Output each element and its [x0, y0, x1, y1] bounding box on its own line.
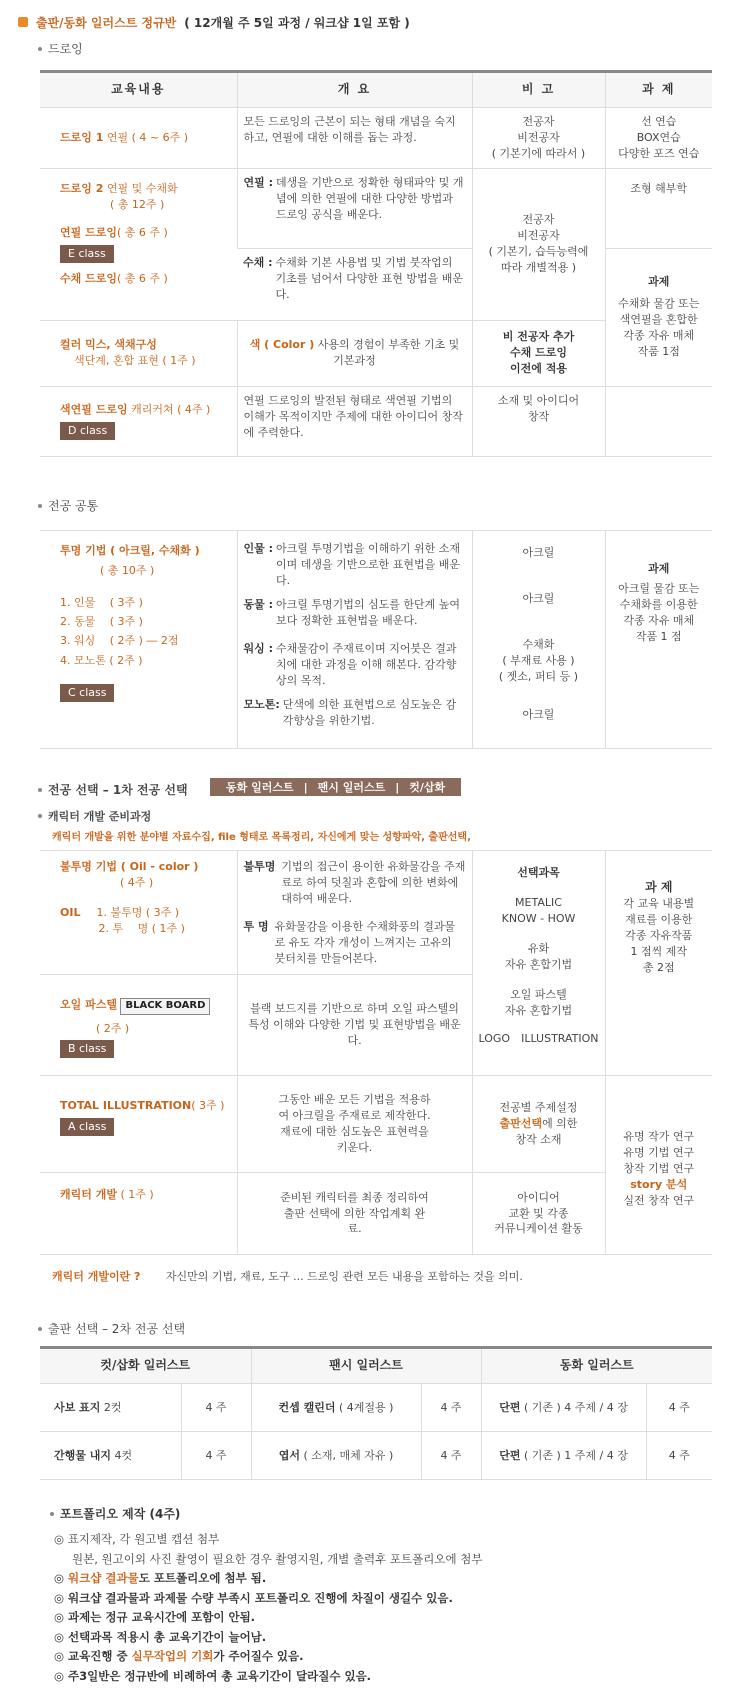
- course-header: [18, 12, 410, 32]
- list-item: ◎ 선택과목 적용시 총 교육기간이 늘어남.: [54, 1629, 267, 1644]
- tab-fancy[interactable]: 팬시 일러스트: [317, 781, 386, 794]
- course-name: 오일 파스텔 BLACK BOARD ( 2주 ) B class: [40, 975, 237, 1076]
- col-header: 교육내용: [40, 72, 237, 108]
- course-name: 컬러 믹스, 색채구성 색단계, 혼합 표현 ( 1주 ): [40, 320, 237, 386]
- section-label: 전공 공통: [48, 499, 99, 513]
- class-badge: C class: [60, 684, 114, 702]
- publication-table: [40, 1346, 712, 1480]
- col-header: 컷/삽화 일러스트: [40, 1348, 251, 1384]
- col-header: 동화 일러스트: [481, 1348, 712, 1384]
- drawing-table: [40, 70, 712, 457]
- bullet-dot-icon: [38, 504, 42, 508]
- table-row: [40, 108, 712, 169]
- portfolio-title: 포트폴리오 제작 (4주): [50, 1505, 180, 1522]
- note: 전공자 비전공자 ( 기본기에 따라서 ): [472, 108, 605, 169]
- overview: 색 ( Color ) 사용의 경험이 부족한 기초 및 기본과정: [237, 320, 472, 386]
- character-note: 캐릭터 개발이란 ? 자신만의 기법, 재료, 도구 ... 드로잉 관련 모든 내용을 포함하는 것을 의미.: [52, 1270, 523, 1283]
- list-item: ◎ 교육진행 중 실무작업의 기회가 주어질수 있음.: [54, 1649, 304, 1663]
- list-item: ◎ 워크샵 결과물도 포트폴리오에 첨부 됨.: [54, 1571, 267, 1585]
- major-table: [40, 850, 712, 1255]
- table-row: 사보 표지 2컷 4 주 컨셉 캘린더 ( 4계절용 ) 4 주 단편 ( 기존 ) 4 주제 / 4 장 4 주: [40, 1384, 712, 1432]
- class-badge: D class: [60, 422, 115, 440]
- col-header: 팬시 일러스트: [251, 1348, 481, 1384]
- class-badge: A class: [60, 1118, 114, 1136]
- section-label: 출판 선택 – 2차 전공 선택: [48, 1322, 186, 1336]
- section-publication: [38, 1320, 185, 1337]
- black-board-tag: BLACK BOARD: [120, 998, 210, 1015]
- note: 비 전공자 추가 수채 드로잉 이전에 적용: [472, 320, 605, 386]
- task: 과제 수채화 물감 또는 색연필을 혼합한 각종 자유 매체 작품 1점: [605, 248, 712, 386]
- overview: 모든 드로잉의 근본이 되는 형태 개념을 숙지하고, 연필에 대한 이해를 돕는 과정.: [237, 108, 472, 169]
- overview: 그동안 배운 모든 기법을 적용하여 아크릴을 주재료로 제작한다. 재료에 대한 심도높은 표현력을 키운다.: [237, 1076, 472, 1173]
- table-row: [40, 1076, 712, 1173]
- note: 아크릴 아크릴 수채화 ( 부재료 사용 ) ( 젯소, 퍼티 등 ) 아크릴: [472, 531, 605, 749]
- overview: 연필 드로잉의 발전된 형태로 색연필 기법의 이해가 목적이지만 주제에 대한 아이디어 창작에 주력한다.: [237, 386, 472, 456]
- col-header: 개 요: [237, 72, 472, 108]
- task: 과 제 각 교육 내용별 재료를 이용한 각종 자유작품 1 점씩 제작 총 2점: [605, 851, 712, 1076]
- class-badge: E class: [60, 245, 114, 263]
- col-header: 비 고: [472, 72, 605, 108]
- overview: 연필 : 데생을 기반으로 정확한 형태파악 및 개념에 의한 연필에 대한 다양한 방법과 드로잉 공식을 배운다.: [237, 168, 472, 248]
- note: 선택과목 METALIC KNOW - HOW 유화 자유 혼합기법 오일 파스텔 자유 혼합기법 LOGO ILLUSTRATION: [472, 851, 605, 1076]
- course-name: 드로잉 1 연필 ( 4 ~ 6주 ): [40, 108, 237, 169]
- bullet-dot-icon: [38, 1327, 42, 1331]
- table-row: [40, 851, 712, 975]
- section-common: [38, 497, 98, 514]
- bullet-dot-icon: [50, 1512, 54, 1516]
- section-major: [38, 781, 188, 798]
- class-badge: B class: [60, 1040, 114, 1058]
- table-row: [40, 386, 712, 456]
- list-item: ◎ 워크샵 결과물과 과제물 수량 부족시 포트폴리오 진행에 차질이 생길수 있음.: [54, 1590, 453, 1605]
- note: 전공자 비전공자 ( 기본기, 습득능력에 따라 개별적용 ): [472, 168, 605, 320]
- section-drawing: [38, 40, 83, 57]
- task: 과제 아크릴 물감 또는 수채화를 이용한 각종 자유 매체 작품 1 점: [605, 531, 712, 749]
- overview: 준비된 캐릭터를 최종 정리하여 출판 선택에 의한 작업계획 완료.: [237, 1173, 472, 1255]
- overview: 수채 : 수채화 기본 사용법 및 기법 붓작업의 기초를 넘어서 다양한 표현 방법을 배운다.: [237, 248, 472, 320]
- section-label: 전공 선택 – 1차 전공 선택: [48, 783, 188, 797]
- course-name: 불투명 기법 ( Oil - color ) ( 4주 ) OIL 1. 불투명 ( 3주 ) 2. 투 명 ( 1주 ): [40, 851, 237, 975]
- note: 소재 및 아이디어 창작: [472, 386, 605, 456]
- bullet-dot-icon: [38, 814, 42, 818]
- overview: 불투명 기법의 접근이 용이한 유화물감을 주재료로 하여 덧칠과 혼합에 의한 변화에 대하여 배운다. 투 명 유화물감을 이용한 수채화풍의 결과물로 유도 각자 개성이 느껴지는 고유의 붓터치를 만들어본다.: [237, 851, 472, 975]
- list-item: ◎ 과제는 정규 교육시간에 포함이 안됨.: [54, 1610, 256, 1624]
- note: 아이디어 교환 및 각종 커뮤니케이션 활동: [472, 1173, 605, 1255]
- tab-cut[interactable]: 컷/삽화: [409, 781, 446, 794]
- table-row: [40, 168, 712, 248]
- tab-fairy-tale[interactable]: 동화 일러스트: [226, 781, 294, 794]
- common-table: [40, 530, 712, 749]
- bullet-dot-icon: [38, 788, 42, 792]
- task: [605, 386, 712, 456]
- course-name: TOTAL ILLUSTRATION( 3주 ) A class: [40, 1076, 237, 1173]
- major-tabs: 동화 일러스트 | 팬시 일러스트 | 컷/삽화: [210, 778, 461, 796]
- table-row: [40, 531, 712, 749]
- course-name: 색연필 드로잉 캐리커쳐 ( 4주 ) D class: [40, 386, 237, 456]
- overview: 인물 : 아크릴 투명기법을 이해하기 위한 소재이며 데생을 기반으로한 표현법을 배운다. 동물 : 아크릴 투명기법의 심도를 한단계 높여 보다 정확한 표현법을 배운다. 워싱 : 수채물감이 주재료이며 지어붓은 결과치에 대한 과정을 이해 해본다. 감각향상의 목적. 모노톤: 단색에 의한 표현법으로 심도높은 감각향상을 위한기법.: [237, 531, 472, 749]
- prep-note: 캐릭터 개발을 위한 분야별 자료수집, file 형태로 목록정리, 자신에게 맞는 성향파악, 출판선택,: [52, 832, 471, 843]
- section-label: 드로잉: [48, 42, 83, 56]
- task: 조형 해부학: [605, 168, 712, 248]
- portfolio-list: [54, 1530, 714, 1686]
- prep-label: 캐릭터 개발 준비과정: [38, 808, 151, 824]
- course-name: 캐릭터 개발 ( 1주 ): [40, 1173, 237, 1255]
- list-item: ◎ 표지제작, 각 원고별 캡션 첨부: [54, 1532, 220, 1546]
- bullet-icon: [18, 17, 28, 27]
- note: 전공별 주제설정 출판선택에 의한 창작 소재: [472, 1076, 605, 1173]
- task: 선 연습 BOX연습 다양한 포즈 연습: [605, 108, 712, 169]
- overview: 블랙 보드지를 기반으로 하며 오일 파스텔의 특성 이해와 다양한 기법 및 표현방법을 배운다.: [237, 975, 472, 1076]
- course-name: 투명 기법 ( 아크릴, 수채화 ) ( 총 10주 ) 1. 인물 ( 3주 ) 2. 동물 ( 3주 ) 3. 워싱 ( 2주 ) ― 2점 4. 모노톤 ( 2주 ) C class: [40, 531, 237, 749]
- list-item: ◎ 주3일반은 정규반에 비례하여 총 교육기간이 달라질수 있음.: [54, 1668, 372, 1683]
- list-item: 원본, 원고이외 사진 촬영이 필요한 경우 촬영지원, 개별 출력후 포트폴리오에 첨부: [72, 1551, 483, 1566]
- task: 유명 작가 연구 유명 기법 연구 창작 기법 연구 story 분석 실전 창작 연구: [605, 1076, 712, 1255]
- bullet-dot-icon: [38, 47, 42, 51]
- table-row: 간행물 내지 4컷 4 주 엽서 ( 소재, 매체 자유 ) 4 주 단편 ( 기존 ) 1 주제 / 4 장 4 주: [40, 1432, 712, 1480]
- col-header: 과 제: [605, 72, 712, 108]
- course-name: 드로잉 2 연필 및 수채화 ( 총 12주 ) 연필 드로잉( 총 6 주 ) E class 수채 드로잉( 총 6 주 ): [40, 168, 237, 320]
- course-subtitle: ( 12개월 주 5일 과정 / 워크샵 1일 포함 ): [184, 15, 410, 30]
- course-title: 출판/동화 일러스트 정규반: [36, 15, 177, 30]
